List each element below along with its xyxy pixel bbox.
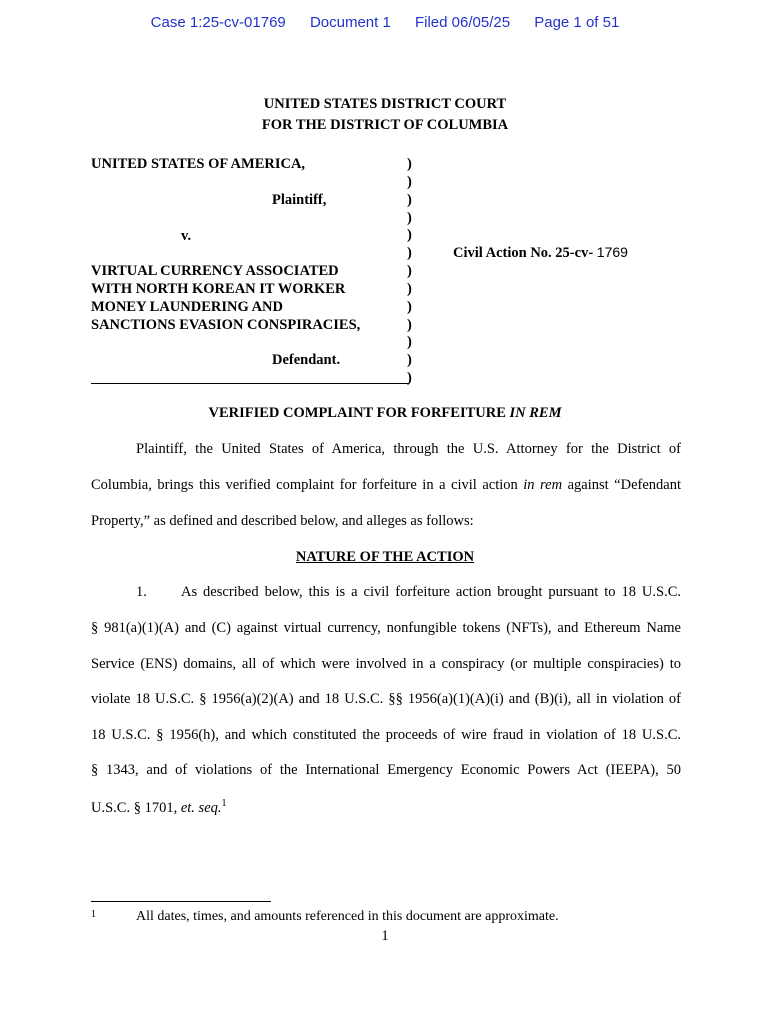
intro-line-1: Plaintiff, the United States of America, through the U.S. Attorney for the District of xyxy=(136,441,681,457)
court-line-1: UNITED STATES DISTRICT COURT xyxy=(263,96,507,112)
footnote-marker: 1 xyxy=(91,909,96,920)
complaint-title xyxy=(0,405,770,422)
complaint-title-main: VERIFIED COMPLAINT FOR FORFEITURE xyxy=(208,405,510,421)
intro-line-3: Property,” as defined and described below, and alleges as follows: xyxy=(91,513,474,529)
case-number: Case 1:25-cv-01769 xyxy=(150,14,286,31)
defendant-role: Defendant. xyxy=(272,352,341,368)
footnote-text: All dates, times, and amounts referenced in this document are approximate. xyxy=(136,909,559,924)
document-number: Document 1 xyxy=(309,14,391,31)
caption-parentheses: ) ) ) ) ) ) ) ) ) ) ) ) ) xyxy=(407,156,412,387)
footnote-separator xyxy=(91,901,271,902)
defendant-line-2: WITH NORTH KOREAN IT WORKER xyxy=(91,281,346,297)
footnote xyxy=(91,909,559,925)
case-caption xyxy=(91,156,671,388)
paragraph-1-line-5: 18 U.S.C. § 1956(h), and which constituted the proceeds of wire fraud in violation of 18 U.S.C. xyxy=(91,727,681,743)
court-line-2: FOR THE DISTRICT OF COLUMBIA xyxy=(261,117,509,133)
page-count: Page 1 of 51 xyxy=(534,14,620,31)
civil-action-digits: 1769 xyxy=(596,244,628,260)
paragraph-1-line-1: As described below, this is a civil forfeiture action brought pursuant to 18 U.S.C. xyxy=(181,584,681,600)
civil-action-label: Civil Action No. 25-cv- xyxy=(453,245,594,261)
defendant-line-1: VIRTUAL CURRENCY ASSOCIATED xyxy=(91,263,339,279)
defendant-line-3: MONEY LAUNDERING AND xyxy=(91,299,283,315)
civil-action-number xyxy=(453,244,628,262)
paragraph-1-line-7: U.S.C. § 1701, et. seq.$^1$ xyxy=(91,798,227,816)
page-number: 1 xyxy=(381,928,389,944)
caption-rule xyxy=(91,383,409,384)
footnote-reference: 1 xyxy=(221,798,227,809)
paragraph-1-number: 1. xyxy=(136,584,147,600)
plaintiff-name: UNITED STATES OF AMERICA, xyxy=(91,156,306,172)
paragraph-1-line-4: violate 18 U.S.C. § 1956(a)(2)(A) and 18 U.S.C. §§ 1956(a)(1)(A)(i) and (B)(i), all in violation of xyxy=(91,691,681,707)
plaintiff-role: Plaintiff, xyxy=(272,192,327,208)
filed-date: Filed 06/05/25 xyxy=(414,14,511,31)
intro-line-2: Columbia, brings this verified complaint for forfeiture in a civil action in rem against “Defendant xyxy=(91,477,681,493)
court-name xyxy=(0,94,770,136)
complaint-title-italic: IN REM xyxy=(509,405,562,421)
defendant-line-4: SANCTIONS EVASION CONSPIRACIES, xyxy=(91,317,361,333)
paragraph-1-line-3: Service (ENS) domains, all of which were involved in a conspiracy (or multiple conspiracies) to xyxy=(91,656,681,672)
ecf-header xyxy=(0,14,770,31)
section-heading: NATURE OF THE ACTION xyxy=(295,549,475,565)
paragraph-1-line-6: § 1343, and of violations of the International Emergency Economic Powers Act (IEEPA), 50 xyxy=(91,762,681,778)
paragraph-1-line-2: § 981(a)(1)(A) and (C) against virtual currency, nonfungible tokens (NFTs), and Ethereum Name xyxy=(91,620,681,636)
versus-label: v. xyxy=(181,228,192,244)
